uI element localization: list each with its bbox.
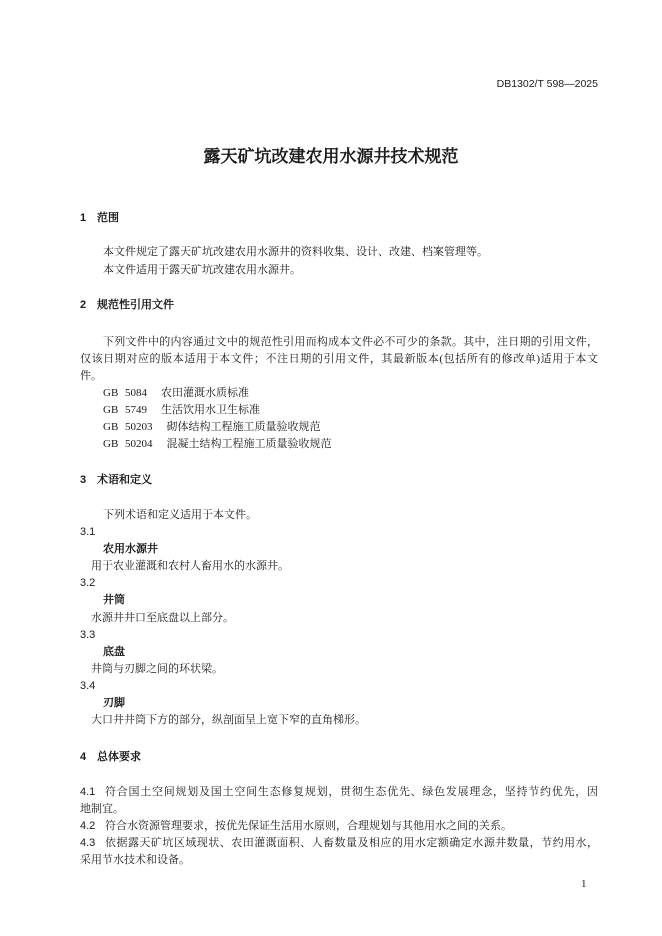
clause-number: 4.1 <box>80 786 96 798</box>
section-4-heading <box>80 749 598 766</box>
reference-code: GB 50204 <box>103 438 153 450</box>
paragraph-line: 下列文件中的内容通过文中的规范性引用而构成本文件必不可少的条款。其中，注日期的引用文件， <box>103 336 598 348</box>
reference-list <box>80 385 598 453</box>
paragraph-line: 件。 <box>80 370 102 382</box>
term-definition: 井筒与刃脚之间的环状梁。 <box>91 662 223 675</box>
clause-number: 4.3 <box>80 837 96 849</box>
reference-title: 农田灌溉水质标准 <box>161 387 250 399</box>
section-number: 4 <box>80 751 87 763</box>
term-number: 3.3 <box>80 628 96 641</box>
clause-text: 符合国土空间规划及国土空间生态修复规划，贯彻生态优先、绿色发展理念，坚持节约优先，因 <box>105 786 598 798</box>
reference-code: GB 5084 <box>103 387 148 399</box>
clause-line <box>80 835 598 852</box>
section-3-body <box>80 507 598 729</box>
section-1-heading <box>80 210 598 227</box>
section-2-intro <box>80 334 598 385</box>
reference-item <box>80 436 598 453</box>
term-name: 井筒 <box>103 594 125 607</box>
section-number: 3 <box>80 474 87 486</box>
paragraph: 本文件适用于露天矿坑改建农用水源井。 <box>103 264 301 276</box>
paragraph-line: 仅该日期对应的版本适用于本文件；不注日期的引用文件，其最新版本(包括所有的修改单)适用于本文 <box>80 353 598 365</box>
section-3-heading <box>80 472 598 489</box>
term-number: 3.4 <box>80 679 96 692</box>
term-number: 3.2 <box>80 577 96 590</box>
term-name: 农用水源井 <box>103 543 158 556</box>
clause-line <box>80 818 598 835</box>
paragraph: 本文件规定了露天矿坑改建农用水源井的资料收集、设计、改建、档案管理等。 <box>103 246 488 258</box>
term-definition: 大口井井筒下方的部分，纵剖面呈上宽下窄的直角梯形。 <box>91 714 366 727</box>
reference-item <box>80 419 598 436</box>
section-2-heading <box>80 297 598 314</box>
section-4-body <box>80 784 598 869</box>
section-title: 术语和定义 <box>97 474 152 486</box>
clause-line <box>80 784 598 801</box>
page-number: 1 <box>581 878 587 890</box>
document-code-header: DB1302/T 598—2025 <box>496 78 598 90</box>
reference-item <box>80 385 598 402</box>
reference-title: 生活饮用水卫生标准 <box>161 404 261 416</box>
term-definition: 用于农业灌溉和农村人畜用水的水源井。 <box>91 560 289 573</box>
term-number: 3.1 <box>80 526 96 539</box>
section-number: 1 <box>80 212 87 224</box>
section-title: 总体要求 <box>97 751 141 763</box>
paragraph: 下列术语和定义适用于本文件。 <box>103 509 257 521</box>
clause-number: 4.2 <box>80 820 96 832</box>
term-name: 底盘 <box>103 645 125 658</box>
term-definition: 水源井井口至底盘以上部分。 <box>91 611 234 624</box>
clause-text-continued: 采用节水技术和设备。 <box>80 854 190 866</box>
reference-code: GB 5749 <box>103 404 148 416</box>
clause-text: 符合水资源管理要求，按优先保证生活用水原则，合理规划与其他用水之间的关系。 <box>105 820 512 832</box>
reference-code: GB 50203 <box>103 421 153 433</box>
section-1-body <box>80 243 598 279</box>
term-name: 刃脚 <box>103 697 125 710</box>
section-title: 范围 <box>97 212 119 224</box>
section-title: 规范性引用文件 <box>97 299 174 311</box>
section-number: 2 <box>80 299 87 311</box>
document-title: 露天矿坑改建农用水源井技术规范 <box>203 147 459 166</box>
reference-item <box>80 402 598 419</box>
reference-title: 砌体结构工程施工质量验收规范 <box>166 421 321 433</box>
reference-title: 混凝土结构工程施工质量验收规范 <box>166 438 332 450</box>
clause-text-continued: 地制宜。 <box>80 803 124 815</box>
clause-text: 依据露天矿坑区域现状、农田灌溉面积、人畜数量及相应的用水定额确定水源井数量，节约用水， <box>105 837 598 849</box>
